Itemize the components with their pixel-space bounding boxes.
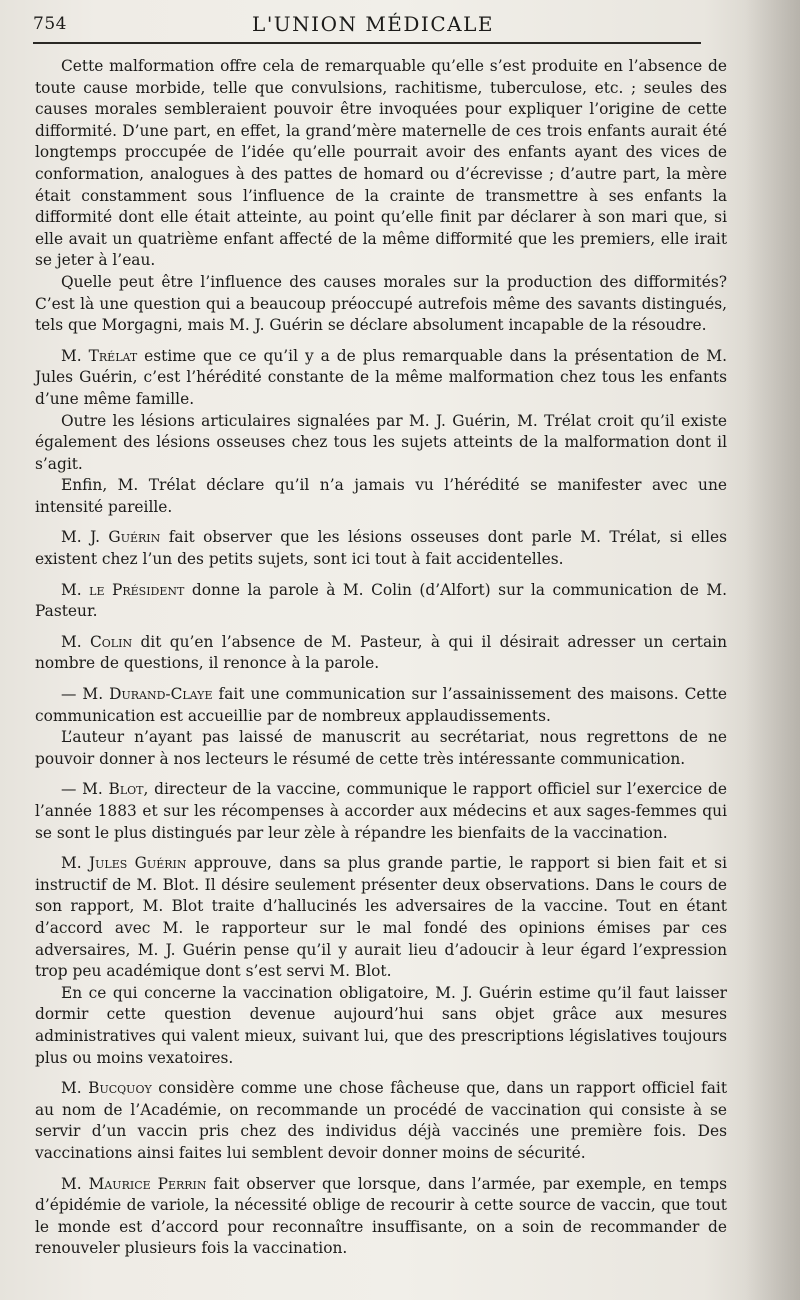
paragraph <box>35 272 727 337</box>
paragraph-text: Quelle peut être l’influence des causes morales sur la production des difformités? C’est là une question qui a beaucoup préoccupé autrefois même des savants distingués, tels que Morgagni, mais M. J. Guérin se déclare absolument incapable de la résoudre. <box>35 272 727 335</box>
paragraph <box>35 853 727 983</box>
paragraph-text: En ce qui concerne la vaccination obligatoire, M. J. Guérin estime qu’il faut laisser dormir cette question devenue aujourd’hui sans objet grâce aux mesures administratives qui valent mieux, suivant lui, que des prescriptions législatives toujours plus ou moins vexatoires. <box>35 983 727 1067</box>
paragraph <box>35 56 727 272</box>
speaker-name: M. Maurice Perrin <box>61 1174 207 1193</box>
paragraph <box>35 779 727 844</box>
paragraph-text: Enfin, M. Trélat déclare qu’il n’a jamais vu l’hérédité se manifester avec une intensité pareille. <box>35 476 727 516</box>
page-number: 754 <box>33 14 67 34</box>
paragraph <box>35 632 727 675</box>
paragraph-text: estime que ce qu’il y a de plus remarquable dans la présentation de M. Jules Guérin, c’est l’hérédité constante de la même malformation chez tous les enfants d’une même famille. <box>35 346 727 408</box>
speaker-name: M. Bucquoy <box>61 1079 152 1098</box>
speaker-name: M. Jules Guérin <box>61 854 187 873</box>
paragraph <box>35 983 727 1069</box>
speaker-name: — M. Blot <box>61 780 144 799</box>
paragraph-text: , directeur de la vaccine, communique le rapport officiel sur l’exercice de l’année 1883 et sur les récompenses à accorder aux médecins et aux sages-femmes qui se sont le plus distingués par leur zèle à répandre les bienfaits de la vaccination. <box>35 780 728 842</box>
paragraph-text: donne la parole à M. Colin (d’Alfort) sur la communication de M. Pasteur. <box>35 580 727 621</box>
paragraph <box>35 346 727 411</box>
journal-title: L'UNION MÉDICALE <box>252 12 494 36</box>
paragraph-text: L’auteur n’ayant pas laissé de manuscrit au secrétariat, nous regrettons de ne pouvoir donner à nos lecteurs le résumé de cette très intéressante communication. <box>35 728 727 768</box>
speaker-name: M. le Président <box>61 580 185 599</box>
paragraph-text: fait observer que lorsque, dans l’armée, par exemple, en temps d’épidémie de variole, la nécessité oblige de recourir à cette source de vaccin, que tout le monde est d’accord pour reconnaître insuffisante, on a soin de recommander de renouveler plusieurs fois la vaccination. <box>35 1174 727 1258</box>
paragraph-text: approuve, dans sa plus grande partie, le rapport si bien fait et si instructif de M. Blot. Il désire seulement présenter deux observations. Dans le cours de son rapport, M. Blot traite d’hallucinés les adversaires de la vaccine. Tout en étant d’accord avec M. le rapporteur sur le mal fondé des opinions émises par ces adversaires, M. J. Guérin pense qu’il y aurait lieu d’adoucir à leur égard l’expression trop peu académique dont s’est servi M. Blot. <box>35 854 727 981</box>
paragraph-text: Cette malformation offre cela de remarquable qu’elle s’est produite en l’absence de toute cause morbide, telle que convulsions, rachitisme, tuberculose, etc. ; seules des causes morales sembleraient pouvoir être invoquées pour expliquer l’origine de cette difformité. D’une part, en effet, la grand’mère maternelle de ces trois enfants aurait été longtemps proccupée de l’idée qu’elle pourrait avoir des enfants ayant des vices de conformation, analogues à des pattes de homard ou d’écrevisse ; d’autre part, la mère était constamment sous l’influence de la crainte de transmettre à ses enfants la difformité dont elle était atteinte, au point qu’elle finit par déclarer à son mari que, si elle avait un quatrième enfant affecté de la même difformité que les premiers, elle irait se jeter à l’eau. <box>35 57 727 270</box>
running-head <box>33 8 713 38</box>
paragraph-text: dit qu’en l’absence de M. Pasteur, à qui il désirait adresser un certain nombre de questions, il renonce à la parole. <box>35 632 727 673</box>
paragraph <box>35 580 727 623</box>
speaker-name: M. Trélat <box>61 346 138 365</box>
paragraph-text: Outre les lésions articulaires signalées par M. J. Guérin, M. Trélat croit qu’il existe également des lésions osseuses chez tous les sujets atteints de la malformation dont il s’agit. <box>35 411 727 473</box>
paragraph <box>35 1078 727 1164</box>
speaker-name: M. Colin <box>61 632 133 651</box>
paragraph <box>35 727 727 770</box>
paragraph <box>35 475 727 518</box>
paragraph-text: fait observer que les lésions osseuses dont parle M. Trélat, si elles existent chez l’un des petits sujets, sont ici tout à fait accidentelles. <box>35 528 728 569</box>
article-body <box>35 56 727 1260</box>
paragraph-text: considère comme une chose fâcheuse que, dans un rapport officiel fait au nom de l’Académie, on recommande un procédé de vaccination qui consiste à se servir d’un vaccin pris chez des individus déjà vaccinés une première fois. Des vaccinations ainsi faites lui semblent devoir donner moins de sécurité. <box>35 1079 728 1162</box>
paragraph <box>35 411 727 476</box>
paragraph <box>35 684 727 727</box>
paragraph <box>35 1174 727 1260</box>
paragraph-text: fait une communication sur l’assainissement des maisons. Cette communication est accueillie par de nombreux applaudissements. <box>35 685 727 725</box>
page-edge-shadow <box>745 0 800 1300</box>
speaker-name: M. J. Guérin <box>61 528 161 547</box>
paragraph <box>35 527 727 570</box>
speaker-name: — M. Durand-Claye <box>61 685 213 704</box>
header-rule <box>33 42 701 44</box>
